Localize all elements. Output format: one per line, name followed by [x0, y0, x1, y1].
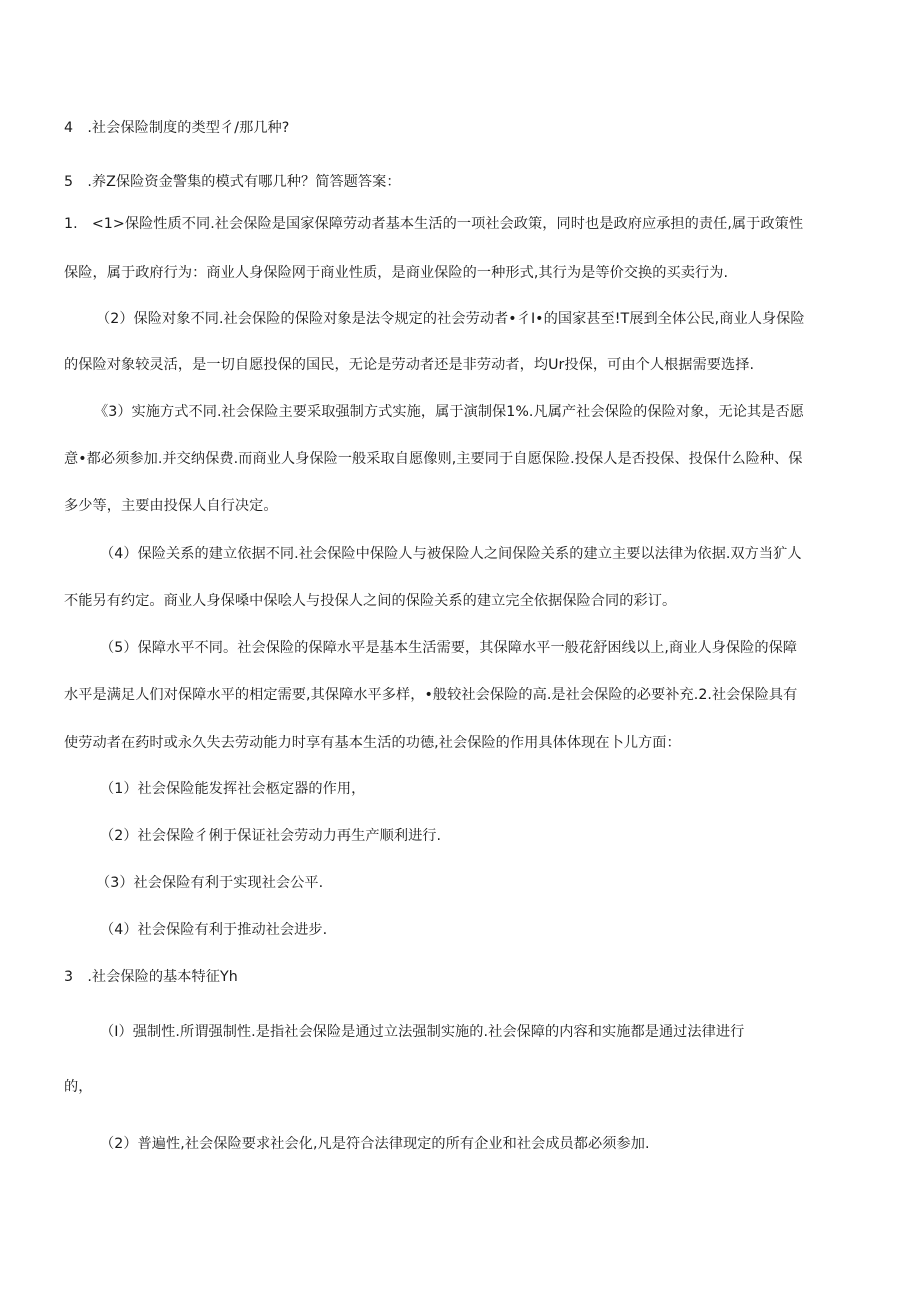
answer-1-point-3-line-1: 《3）实施方式不同.社会保险主要采取强制方式实施，属于演制保1%.凡属产社会保险的保险对象，无论其是否愿 — [94, 404, 804, 420]
answer-3-point-2-line: （2）普遍性,社会保险要求社会化,凡是符合法律现定的所有企业和社会成员都必须参加. — [100, 1136, 650, 1152]
answer-1-point-1-line-1: 1. <1>保险性质不同.社会保险是国家保障劳动者基本生活的一项社会政策，同时也是政府应承担的责任,属于政策性 — [64, 216, 804, 232]
answer-1-point-5-line-1: （5）保障水平不同。社会保险的保障水平是基本生活需要，其保障水平一般花舒困线以上,商业人身保险的保障 — [100, 640, 798, 656]
answer-2-intro-line: 使劳动者在药时或永久失去劳动能力时享有基本生活的功德,社会保险的作用具体体现在卜儿方面： — [64, 735, 681, 751]
answer-1-point-2-line-1: （2）保险对象不同.社会保险的保险对象是法令规定的社会劳动者•彳I•的国家甚至!T展到全体公民,商业人身保险 — [96, 311, 805, 327]
answer-2-point-2-line: （2）社会保险彳俐于保证社会劳动力再生产顺利进行. — [100, 828, 442, 844]
answer-1-point-3-line-2: 意•都必须参加.并交纳保费.而商业人身保险一般采取自愿像则,主要同于自愿保险.投保人是否投保、投保什么险种、保 — [64, 451, 803, 467]
answer-2-point-3-line: （3）社会保险有利于实现社会公平. — [96, 875, 324, 891]
answer-3-heading-line: 3 .社会保险的基本特征Yh — [64, 969, 238, 985]
answer-1-point-4-line-2: 不能另有约定。商业人身保嗓中保哙人与投保人之间的保险关系的建立完全依据保险合同的彩订。 — [64, 593, 677, 609]
answer-1-point-2-line-2: 的保险对象较灵活，是一切自愿投保的国民，无论是劳动者还是非劳动者，均Ur投保，可由个人根据需要选择. — [64, 357, 755, 373]
answer-3-point-1-line-2: 的， — [64, 1079, 93, 1095]
answer-2-point-4-line: （4）社会保险有利于推动社会进步. — [100, 922, 328, 938]
answer-1-point-3-line-3: 多少等，主要由投保人自行决定。 — [64, 498, 278, 514]
answer-2-point-1-line: （1）社会保险能发挥社会柩定器的作用， — [100, 781, 366, 797]
answer-1-point-5-line-2: 水平是满足人们对保障水平的相定需要,其保障水平多样，•般较社会保险的高.是社会保险的必要补充.2.社会保险具有 — [64, 687, 798, 703]
question-5-line: 5 .养Z保险资金警集的模式有哪几种？简答题答案： — [64, 174, 401, 190]
answer-1-point-1-line-2: 保险，属于政府行为：商业人身保险网于商业性质，是商业保险的一种形式,其行为是等价交换的买卖行为. — [64, 265, 729, 281]
answer-1-point-4-line-1: （4）保险关系的建立依据不同.社会保险中保险人与被保险人之间保险关系的建立主要以法律为依据.双方当犷人 — [100, 546, 802, 562]
question-4-line: 4 .社会保险制度的类型彳/那几种? — [64, 120, 290, 136]
answer-3-point-1-line-1: （I）强制性.所谓强制性.是指社会保险是通过立法强制实施的.社会保障的内容和实施都是通过法律进行 — [100, 1024, 745, 1040]
